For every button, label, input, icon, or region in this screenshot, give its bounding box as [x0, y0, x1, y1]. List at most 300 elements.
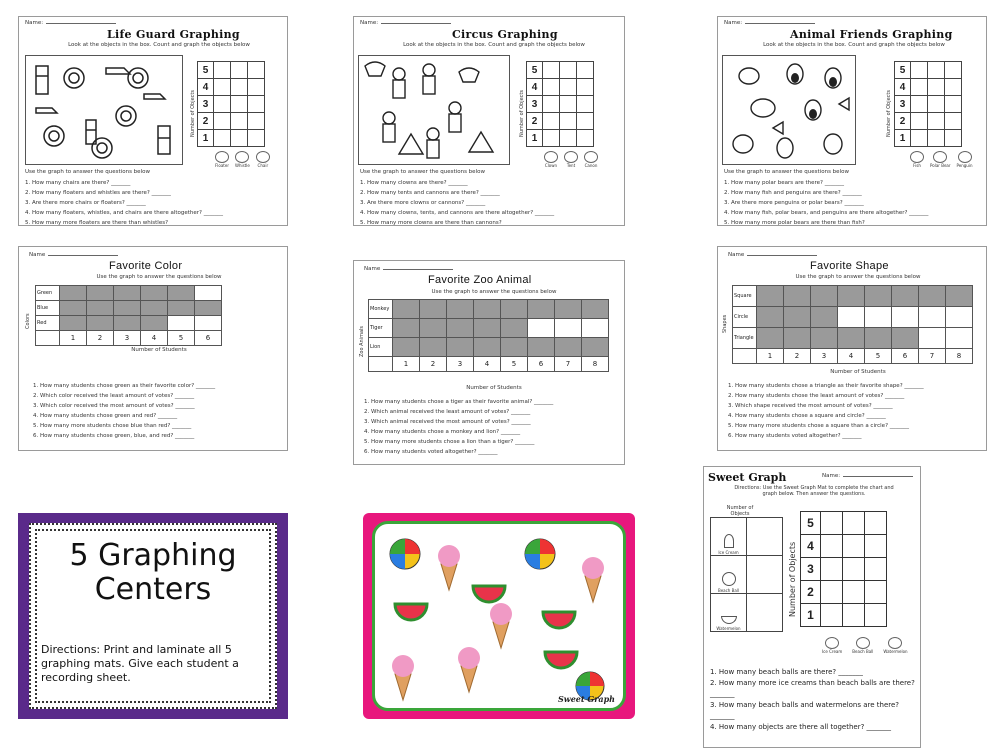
graph-cell[interactable] [231, 79, 248, 96]
sweet-graph-mat [363, 513, 635, 719]
worksheet-title: Sweet Graph [708, 471, 787, 484]
y-number: 5 [198, 62, 214, 79]
graph-cell[interactable] [911, 96, 928, 113]
bar-row [369, 338, 609, 357]
graph-cell[interactable] [543, 96, 560, 113]
bar-cell-filled [811, 286, 838, 307]
question-list [724, 167, 982, 226]
graph-cell[interactable] [865, 581, 887, 604]
picture-box [358, 55, 510, 165]
y-number: 4 [895, 79, 911, 96]
picture-graph-grid [526, 61, 594, 147]
graph-cell[interactable] [231, 130, 248, 147]
bar-cell-empty [946, 307, 973, 328]
lifeguard-objects-picture [26, 56, 184, 166]
bar-cell-empty [528, 319, 555, 338]
question: 6. How many students chose green, blue, and red? _______ [33, 433, 195, 439]
row-label: Blue [36, 301, 60, 316]
picture-box [25, 55, 183, 165]
graph-cell[interactable] [821, 581, 843, 604]
centers-title: 5 Graphing Centers [69, 538, 237, 607]
worksheet-title: Animal Friends Graphing [790, 28, 953, 41]
picture-graph-grid [197, 61, 265, 147]
question: 2. How many floaters and whistles are there? _______ [25, 190, 171, 196]
x-tick-label: 6 [892, 349, 919, 364]
row-label: Monkey [369, 300, 393, 319]
question: 3. Are there more clowns or cannons? _______ [360, 200, 486, 206]
graph-cell[interactable] [821, 604, 843, 627]
bar-row [369, 319, 609, 338]
x-tick-label: 6 [195, 331, 222, 346]
bar-cell-empty [195, 286, 222, 301]
animal-friends-worksheet [717, 16, 987, 226]
graph-cell[interactable] [843, 581, 865, 604]
graph-cell[interactable] [821, 558, 843, 581]
bar-cell-filled [865, 328, 892, 349]
x-axis-label: Number of Students [830, 369, 886, 375]
bar-cell-empty [892, 307, 919, 328]
y-axis-label: Zoo Animals [359, 325, 365, 357]
centers-directions: Directions: Print and laminate all 5 graphing mats. Give each student a recording sheet. [41, 643, 239, 684]
bar-cell-empty [919, 307, 946, 328]
graph-cell[interactable] [248, 130, 265, 147]
x-tick-label: 3 [811, 349, 838, 364]
bar-cell-filled [838, 286, 865, 307]
graph-cell[interactable] [560, 96, 577, 113]
graph-cell[interactable] [865, 558, 887, 581]
worksheet-subtitle: Use the graph to answer the questions below [795, 274, 921, 280]
graph-cell[interactable] [560, 113, 577, 130]
bar-cell-filled [501, 319, 528, 338]
graph-cell[interactable] [231, 96, 248, 113]
y-axis-label: Number of Objects [886, 90, 892, 137]
floater-icon: Floater [215, 151, 229, 168]
y-number: 5 [801, 512, 821, 535]
question: 4. How many fish, polar bears, and penguins are there altogether? _______ [724, 210, 929, 216]
ice-cream-icon: Ice Cream [822, 637, 842, 654]
question: 4. How many students chose a monkey and lion? _______ [364, 429, 521, 435]
ice-cream-icon [458, 647, 480, 692]
question-list [25, 167, 283, 226]
question: 5. How many more floaters are there than whistles? _______ [25, 220, 189, 226]
watermelon-icon [543, 612, 575, 628]
x-tick-label: 4 [474, 357, 501, 372]
ice-cream-icon [490, 603, 512, 648]
graph-cell[interactable] [248, 96, 265, 113]
x-tick-label: 6 [528, 357, 555, 372]
x-tick-label: 1 [393, 357, 420, 372]
graph-cell[interactable] [945, 130, 962, 147]
y-axis-label: Shapes [722, 314, 728, 333]
question: 1. How many polar bears are there? _______ [724, 180, 844, 186]
bar-cell-filled [447, 338, 474, 357]
bar-cell-filled [784, 286, 811, 307]
bar-cell-filled [60, 316, 87, 331]
question: 4. How many floaters, whistles, and chairs are there altogether? _______ [25, 210, 223, 216]
ice-cream-icon [582, 557, 604, 602]
clown-icon: Clown [544, 151, 558, 168]
penguin-icon: Penguin [957, 151, 973, 168]
bar-cell-filled [447, 319, 474, 338]
question: 2. How many students chose the least amount of votes? _______ [728, 393, 905, 399]
graph-cell[interactable] [843, 535, 865, 558]
beach-ball-icon [525, 539, 555, 569]
name-label: Name: [25, 20, 116, 26]
graph-cell[interactable] [560, 130, 577, 147]
bar-cell-filled [60, 301, 87, 316]
bar-cell-filled [865, 286, 892, 307]
watermelon-icon [395, 604, 427, 620]
graph-cell[interactable] [543, 130, 560, 147]
y-number: 3 [527, 96, 543, 113]
ice-cream-icon [438, 545, 460, 590]
graph-cell[interactable] [821, 535, 843, 558]
bar-cell-filled [757, 307, 784, 328]
y-number: 1 [801, 604, 821, 627]
graph-cell[interactable] [248, 113, 265, 130]
question: 5. How many more students chose blue than red? _______ [33, 423, 192, 429]
bar-cell-filled [919, 286, 946, 307]
favorite-zoo-worksheet [353, 260, 625, 465]
graphing-centers-card [18, 513, 288, 719]
icon-legend [544, 151, 598, 168]
question: 2. Which color received the least amount of votes? _______ [33, 393, 195, 399]
graph-cell[interactable] [214, 62, 231, 79]
graph-cell[interactable] [928, 62, 945, 79]
bar-cell-filled [87, 286, 114, 301]
bar-cell-filled [87, 301, 114, 316]
graph-cell[interactable] [945, 62, 962, 79]
bar-cell-filled [420, 319, 447, 338]
graph-cell[interactable] [231, 62, 248, 79]
question: 1. How many students chose green as their favorite color? _______ [33, 383, 216, 389]
question: 4. How many students chose a square and circle? _______ [728, 413, 886, 419]
bar-cell-filled [757, 286, 784, 307]
question: 3. Are there more chairs or floaters? _______ [25, 200, 146, 206]
question: 2. Which animal received the least amount of votes? _______ [364, 409, 531, 415]
question: 1. How many chairs are there? _______ [25, 180, 131, 186]
worksheet-title: Favorite Zoo Animal [428, 274, 532, 286]
graph-cell[interactable] [577, 79, 594, 96]
row-label: Red [36, 316, 60, 331]
question: 5. How many more students chose a lion than a tiger? _______ [364, 439, 535, 445]
graph-cell[interactable] [543, 113, 560, 130]
bar-graph-grid [368, 299, 609, 372]
y-number: 3 [895, 96, 911, 113]
graph-cell[interactable] [843, 558, 865, 581]
graph-cell[interactable] [231, 113, 248, 130]
bar-cell-filled [555, 300, 582, 319]
favorite-color-worksheet [18, 246, 288, 451]
graph-cell[interactable] [214, 113, 231, 130]
question: 6. How many students voted altogether? _______ [364, 449, 498, 455]
question-list [710, 667, 916, 733]
bar-cell-filled [946, 286, 973, 307]
lifeguard-worksheet [18, 16, 288, 226]
bar-cell-filled [501, 338, 528, 357]
graph-cell[interactable] [577, 62, 594, 79]
chair-icon: Chair [256, 151, 270, 168]
bar-cell-filled [87, 316, 114, 331]
x-axis-row [369, 357, 609, 372]
y-number: 5 [895, 62, 911, 79]
graph-cell[interactable] [911, 113, 928, 130]
y-axis-label: Colors [25, 313, 31, 329]
worksheet-subtitle: Look at the objects in the box. Count and graph the objects below [403, 42, 585, 48]
name-label: Name: [360, 20, 451, 26]
x-tick-label: 8 [582, 357, 609, 372]
question: 3. Are there more penguins or polar bears? _______ [724, 200, 864, 206]
watermelon-icon [473, 586, 505, 602]
question-list [33, 381, 283, 441]
graph-cell[interactable] [821, 512, 843, 535]
y-axis-label: Number of Objects [190, 90, 196, 137]
worksheet-directions: Directions: Use the Sweet Graph Mat to complete the chart and graph below. Then answer the questions. [734, 485, 894, 497]
bar-cell-filled [784, 307, 811, 328]
bar-cell-filled [474, 319, 501, 338]
bar-cell-filled [757, 328, 784, 349]
question: 2. How many more ice creams than beach balls are there? _______ [710, 679, 915, 698]
bar-row [733, 328, 973, 349]
favorite-shape-worksheet [717, 246, 987, 451]
bar-cell-filled [420, 300, 447, 319]
bar-cell-filled [168, 286, 195, 301]
graph-cell[interactable] [945, 79, 962, 96]
graph-cell[interactable] [577, 96, 594, 113]
picture-graph-grid [800, 511, 887, 627]
bar-cell-filled [141, 286, 168, 301]
worksheet-subtitle: Use the graph to answer the questions below [431, 289, 557, 295]
bar-cell-filled [420, 338, 447, 357]
y-number: 2 [895, 113, 911, 130]
question: 4. How many clowns, tents, and cannons are there altogether? _______ [360, 210, 555, 216]
question: 3. How many beach balls and watermelons are there? _______ [710, 701, 900, 720]
worksheet-title: Favorite Color [109, 260, 183, 272]
row-label: Lion [369, 338, 393, 357]
graph-cell[interactable] [577, 113, 594, 130]
graph-cell[interactable] [911, 79, 928, 96]
graph-cell[interactable] [911, 62, 928, 79]
bar-cell-filled [582, 300, 609, 319]
row-label: Circle [733, 307, 757, 328]
canon-icon: Canon [584, 151, 598, 168]
bar-cell-filled [393, 300, 420, 319]
x-tick-label: 7 [555, 357, 582, 372]
bar-cell-empty [919, 328, 946, 349]
graph-cell[interactable] [560, 79, 577, 96]
x-tick-label: 5 [501, 357, 528, 372]
name-label: Name [364, 266, 453, 272]
column-header: Number of Objects [726, 505, 754, 517]
y-number: 2 [198, 113, 214, 130]
worksheet-title: Life Guard Graphing [107, 28, 240, 41]
beach-ball-icon [390, 539, 420, 569]
graph-cell[interactable] [214, 79, 231, 96]
bar-row [36, 316, 222, 331]
row-label: Tiger [369, 319, 393, 338]
graph-cell[interactable] [928, 130, 945, 147]
graph-cell[interactable] [248, 62, 265, 79]
bar-cell-filled [195, 301, 222, 316]
sweet-graph-worksheet [703, 466, 921, 748]
bar-cell-empty [582, 319, 609, 338]
question-list [364, 397, 620, 457]
question-list [360, 167, 620, 226]
bar-row [36, 301, 222, 316]
bar-cell-empty [946, 328, 973, 349]
row-label: Triangle [733, 328, 757, 349]
y-number: 4 [801, 535, 821, 558]
x-tick-label: 1 [757, 349, 784, 364]
bar-cell-filled [114, 301, 141, 316]
graph-cell[interactable] [945, 96, 962, 113]
graph-cell[interactable] [843, 604, 865, 627]
x-axis-label: Number of Students [466, 385, 522, 391]
x-axis-row [733, 349, 973, 364]
watermelon-icon: Watermelon [883, 637, 907, 654]
graph-cell[interactable] [928, 113, 945, 130]
x-tick-label: 1 [60, 331, 87, 346]
bar-cell-filled [582, 338, 609, 357]
bar-cell-filled [114, 316, 141, 331]
graph-cell[interactable] [560, 62, 577, 79]
tally-table [710, 517, 783, 632]
bar-cell-empty [838, 307, 865, 328]
beach-ball-icon: Beach Ball [852, 637, 873, 654]
question: 4. How many objects are there all together? _______ [710, 723, 892, 731]
bar-cell-filled [447, 300, 474, 319]
graph-cell[interactable] [214, 130, 231, 147]
bar-cell-filled [141, 316, 168, 331]
bar-cell-filled [892, 328, 919, 349]
x-tick-label: 2 [420, 357, 447, 372]
question: 3. Which shape received the most amount of votes? _______ [728, 403, 893, 409]
tally-cell[interactable] [747, 556, 783, 594]
bar-cell-empty [865, 307, 892, 328]
bar-cell-empty [168, 316, 195, 331]
bar-cell-filled [168, 301, 195, 316]
worksheet-title: Favorite Shape [810, 260, 889, 272]
y-axis-label: Number of Objects [519, 90, 525, 137]
whistle-icon: Whistle [235, 151, 250, 168]
x-axis-row [36, 331, 222, 346]
icon-legend [910, 151, 973, 168]
graph-cell[interactable] [543, 79, 560, 96]
bar-cell-filled [784, 328, 811, 349]
name-label: Name: [724, 20, 815, 26]
bar-row [36, 286, 222, 301]
question: 5. How many more clowns are there than cannons? _______ [360, 220, 523, 226]
x-tick-label: 5 [865, 349, 892, 364]
tally-cell[interactable] [747, 594, 783, 632]
bar-cell-filled [474, 300, 501, 319]
question: 2. How many tents and cannons are there? _______ [360, 190, 500, 196]
graph-cell[interactable] [928, 79, 945, 96]
graph-cell[interactable] [543, 62, 560, 79]
bar-row [733, 307, 973, 328]
name-label: Name: [822, 473, 913, 479]
bar-cell-filled [114, 286, 141, 301]
bar-cell-filled [501, 300, 528, 319]
name-label: Name [29, 252, 118, 258]
circus-worksheet [353, 16, 625, 226]
ice-cream-icon: Ice Cream [711, 518, 747, 556]
question: 5. How many more polar bears are there than fish? _______ [724, 220, 886, 226]
graph-cell[interactable] [865, 512, 887, 535]
bar-cell-filled [528, 338, 555, 357]
worksheet-title: Circus Graphing [452, 28, 558, 41]
watermelon-icon: Watermelon [711, 594, 747, 632]
bar-cell-filled [811, 328, 838, 349]
y-number: 5 [527, 62, 543, 79]
centers-card-frame [29, 523, 277, 709]
animal-objects-picture [723, 56, 857, 166]
worksheet-subtitle: Look at the objects in the box. Count and graph the objects below [68, 42, 250, 48]
bar-row [369, 300, 609, 319]
graph-cell[interactable] [577, 130, 594, 147]
worksheet-subtitle: Use the graph to answer the questions below [96, 274, 222, 280]
graph-cell[interactable] [214, 96, 231, 113]
y-number: 1 [198, 130, 214, 147]
bar-cell-empty [555, 319, 582, 338]
question: 6. How many students voted altogether? _______ [728, 433, 862, 439]
question: 1. How many beach balls are there? _______ [710, 668, 863, 676]
graph-cell[interactable] [928, 96, 945, 113]
x-tick-label: 2 [784, 349, 811, 364]
graph-cell[interactable] [865, 535, 887, 558]
x-tick-label: 7 [919, 349, 946, 364]
circus-objects-picture [359, 56, 511, 166]
tent-icon: Tent [564, 151, 578, 168]
y-number: 3 [801, 558, 821, 581]
watermelon-icon [545, 652, 577, 668]
y-number: 2 [527, 113, 543, 130]
polar-bear-icon: Polar Bear [930, 151, 951, 168]
mat-frame [372, 521, 626, 711]
bar-row [733, 286, 973, 307]
picture-graph-grid [894, 61, 962, 147]
graph-cell[interactable] [248, 79, 265, 96]
y-number: 1 [527, 130, 543, 147]
graph-cell[interactable] [945, 113, 962, 130]
bar-cell-filled [393, 338, 420, 357]
question: 2. How many fish and penguins are there? _______ [724, 190, 862, 196]
sweets-picture [375, 524, 623, 708]
x-tick-label: 5 [168, 331, 195, 346]
question: 1. How many students chose a triangle as their favorite shape? _______ [728, 383, 924, 389]
name-label: Name [728, 252, 817, 258]
graph-cell[interactable] [843, 512, 865, 535]
y-number: 4 [527, 79, 543, 96]
graph-cell[interactable] [911, 130, 928, 147]
question: 5. How many more students chose a square than a circle? _______ [728, 423, 909, 429]
y-number: 1 [895, 130, 911, 147]
mat-logo: Sweet Graph [558, 694, 615, 704]
x-axis-label: Number of Students [131, 347, 187, 353]
y-number: 3 [198, 96, 214, 113]
question: 4. How many students chose green and red? _______ [33, 413, 178, 419]
icon-legend [822, 637, 908, 654]
y-number: 2 [801, 581, 821, 604]
bar-cell-filled [838, 328, 865, 349]
bar-cell-filled [393, 319, 420, 338]
graph-cell[interactable] [865, 604, 887, 627]
x-tick-label: 4 [141, 331, 168, 346]
x-tick-label: 2 [87, 331, 114, 346]
tally-cell[interactable] [747, 518, 783, 556]
bar-cell-filled [555, 338, 582, 357]
x-tick-label: 4 [838, 349, 865, 364]
